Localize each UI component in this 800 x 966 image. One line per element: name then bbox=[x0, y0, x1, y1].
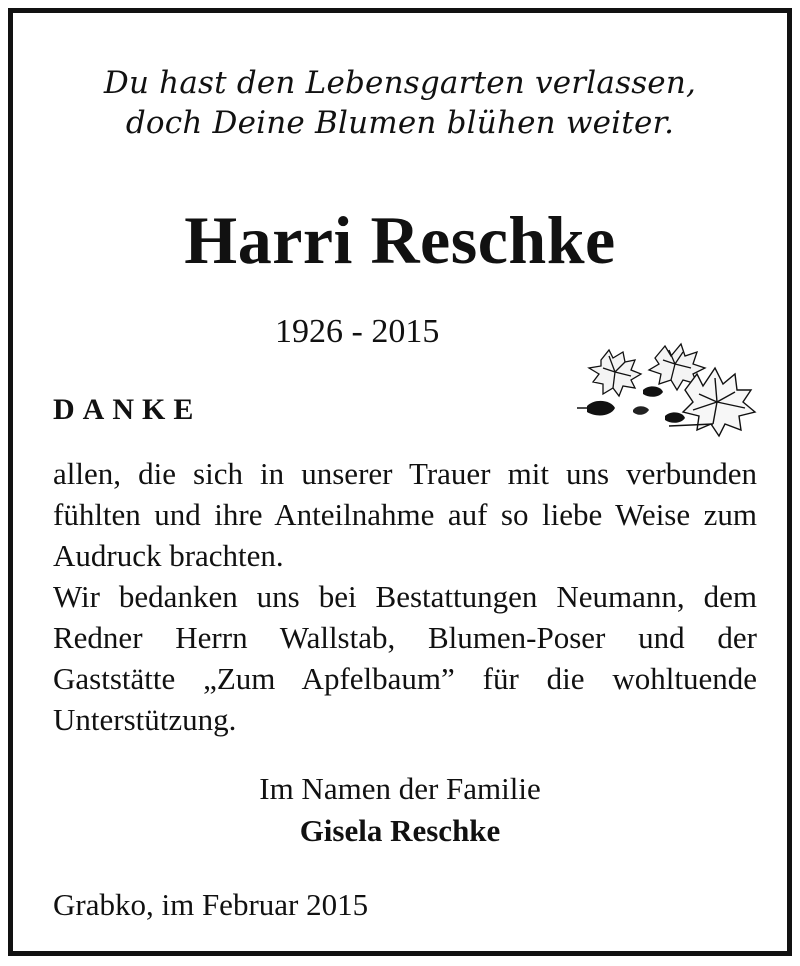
autumn-leaves-icon bbox=[573, 338, 758, 438]
signer-name: Gisela Reschke bbox=[299, 813, 501, 848]
epigraph-line-1: Du hast den Lebensgarten verlassen, bbox=[103, 65, 697, 101]
signoff bbox=[13, 768, 787, 852]
signoff-line: Im Namen der Familie bbox=[259, 771, 541, 806]
deceased-name: Harri Reschke bbox=[184, 202, 616, 278]
thanks-paragraph-2: Wir bedanken uns bei Bestattungen Neumann, dem Redner Herrn Wallstab, Blumen-Poser und der Gaststätte „Zum Apfelbaum” für die wohltuende Unterstützung. bbox=[53, 579, 757, 737]
thanks-paragraph-1: allen, die sich in unserer Trauer mit uns verbunden fühlten und ihre Anteilnahme auf so liebe Weise zum Audruck brachten. bbox=[53, 456, 757, 573]
epigraph bbox=[13, 63, 787, 143]
thanks-body bbox=[53, 453, 757, 740]
notice-frame bbox=[8, 8, 792, 956]
epigraph-line-2: doch Deine Blumen blühen weiter. bbox=[125, 105, 675, 141]
thanks-heading: DANKE bbox=[53, 393, 202, 426]
place-and-date: Grabko, im Februar 2015 bbox=[53, 887, 369, 922]
life-years: 1926 - 2015 bbox=[275, 313, 440, 350]
